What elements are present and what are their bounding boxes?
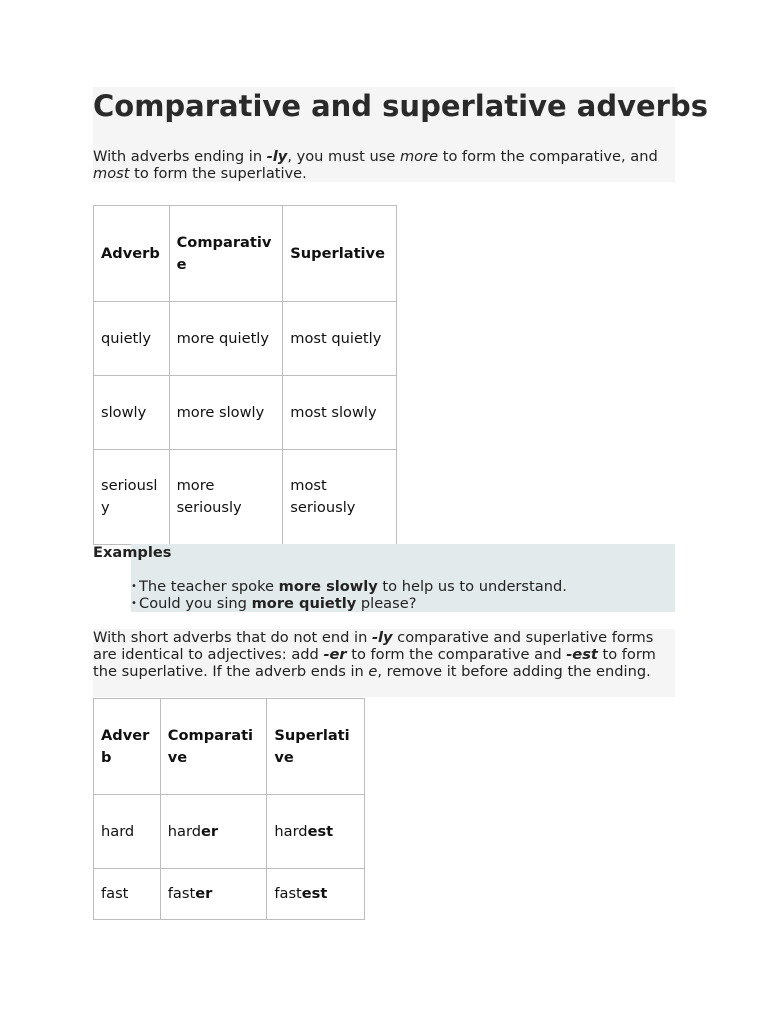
word-ending: er — [195, 885, 213, 902]
word-stem: fast — [167, 885, 196, 902]
example-text: to help us to understand. — [377, 578, 567, 595]
cell-comparative: more slowly — [169, 376, 283, 450]
intro-paragraph — [93, 148, 675, 182]
title-block — [93, 87, 709, 182]
para-text: With short adverbs that do not end in — [93, 629, 372, 646]
intro-text: , you must use — [287, 148, 400, 165]
table-row — [94, 302, 397, 376]
bullet-icon: • — [131, 581, 137, 592]
cell-comparative: more seriously — [169, 450, 283, 545]
example-bold: more slowly — [278, 578, 378, 595]
word-stem: hard — [167, 822, 201, 840]
word-ending: er — [200, 822, 219, 840]
table-row — [94, 795, 365, 869]
bullet-icon: • — [131, 598, 137, 609]
cell-adverb: fast — [94, 869, 161, 920]
cell-comparative — [160, 869, 267, 920]
para-letter: e — [368, 663, 378, 680]
example-text: The teacher spoke — [139, 578, 279, 595]
word-stem: fast — [274, 885, 302, 902]
example-text: please? — [356, 595, 417, 612]
table-header-row — [94, 206, 397, 302]
cell-adverb: seriously — [94, 450, 170, 545]
para-suffix: -er — [323, 646, 347, 663]
cell-adverb: quietly — [94, 302, 170, 376]
cell-superlative — [267, 869, 365, 920]
cell-superlative: most slowly — [283, 376, 397, 450]
cell-superlative: most seriously — [283, 450, 397, 545]
cell-superlative: most quietly — [283, 302, 397, 376]
examples-list — [131, 578, 567, 612]
intro-text: to form the comparative, and — [438, 148, 658, 165]
intro-more: more — [399, 148, 439, 165]
cell-adverb: slowly — [94, 376, 170, 450]
para-text: comparative and superlative forms are identical to adjectives: add — [93, 629, 654, 663]
example-text: Could you sing — [139, 595, 252, 612]
header-comparative: Comparative — [169, 206, 283, 302]
list-item — [131, 578, 567, 595]
intro-suffix: -ly — [266, 148, 288, 165]
para-text: to form the superlative. If the adverb ends in — [93, 646, 656, 680]
intro-text: With adverbs ending in — [93, 148, 267, 165]
header-comparative: Comparative — [160, 699, 267, 795]
cell-comparative: more quietly — [169, 302, 283, 376]
page-title: Comparative and superlative adverbs — [93, 89, 709, 123]
examples-heading: Examples — [93, 544, 172, 561]
table-header-row — [94, 699, 365, 795]
table-row — [94, 450, 397, 545]
intro-text: to form the superlative. — [129, 165, 307, 182]
word-ending: est — [307, 822, 334, 840]
example-bold: more quietly — [251, 595, 357, 612]
para-text: to form the comparative and — [346, 646, 567, 663]
short-adverbs-paragraph — [93, 629, 675, 680]
header-adverb: Adverb — [94, 699, 161, 795]
header-superlative: Superlative — [283, 206, 397, 302]
cell-adverb: hard — [94, 795, 161, 869]
table-row — [94, 869, 365, 920]
cell-superlative — [267, 795, 365, 869]
ly-adverbs-table — [93, 205, 397, 545]
cell-comparative — [160, 795, 267, 869]
intro-most: most — [93, 165, 130, 182]
short-adverbs-table — [93, 698, 365, 920]
para-suffix: -est — [566, 646, 598, 663]
list-item — [131, 595, 567, 612]
word-ending: est — [301, 885, 328, 902]
word-stem: hard — [274, 822, 308, 840]
para-suffix: -ly — [371, 629, 393, 646]
header-adverb: Adverb — [94, 206, 170, 302]
header-superlative: Superlative — [267, 699, 365, 795]
para-text: , remove it before adding the ending. — [377, 663, 651, 680]
table-row — [94, 376, 397, 450]
